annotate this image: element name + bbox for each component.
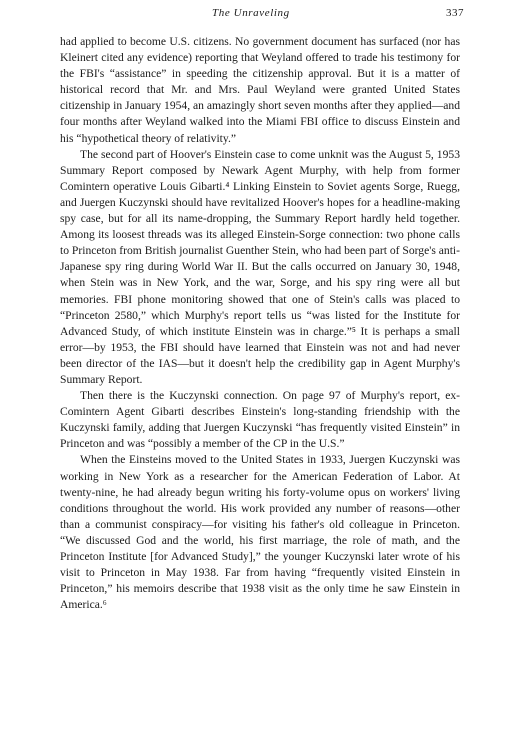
paragraph: had applied to become U.S. citizens. No government document has surfaced (nor has Kleinert cited any evidence) reporting that Weyland offered to trade his testimony for the FBI's “assistance” in speeding the citizenship approval. But it is a matter of historical record that Mr. and Mrs. Paul Weyland were granted United States citizenship in January 1954, an amazingly short seven months after they applied—and four months after Weyland walked into the Miami FBI office to discuss Einstein and his “hypothetical theory of relativity.” bbox=[60, 35, 460, 145]
page-number: 337 bbox=[446, 7, 464, 19]
paragraph: When the Einsteins moved to the United States in 1933, Juergen Kuczynski was working in New York as a researcher for the American Federation of Labor. At twenty-nine, he had already begun writing his forty-volume opus on workers' living conditions throughout the world. His work provided any number of reasons—other than a communist conspiracy—for visiting his father's old colleague in Princeton. “We discussed God and the world, his first marriage, the role of math, and the Princeton Institute [for Advanced Study],” the younger Kuczynski later wrote of his visit to Princeton in May 1938. Far from having “frequently visited Einstein in Princeton,” his memoirs describe that 1938 visit as the only time he saw Einstein in America.⁶ bbox=[60, 453, 460, 612]
paragraph: Then there is the Kuczynski connection. On page 97 of Murphy's report, ex-Comintern Agent Gibarti describes Einstein's long-standing friendship with the Kuczynski family, adding that Juergen Kuczynski “has frequently visited Einstein” in Princeton and was “possibly a member of the CP in the U.S.” bbox=[60, 389, 460, 451]
body-text bbox=[60, 34, 460, 613]
running-head: The Unraveling bbox=[212, 7, 290, 19]
paragraph: The second part of Hoover's Einstein case to come unknit was the August 5, 1953 Summary Report composed by Newark Agent Murphy, with help from former Comintern operative Louis Gibarti.⁴ Linking Einstein to Soviet agents Sorge, Ruegg, and Juergen Kuczynski should have revitalized Hoover's hopes for a headline-making spy case, but for all its name-dropping, the Summary Report hardly held together. Among its loosest threads was its alleged Einstein-Sorge connection: two phone calls to Princeton from British journalist Guenther Stein, who had been part of Sorge's anti-Japanese spy ring during World War II. But the calls occurred on January 30, 1948, when Stein was in New York, and the war, Sorge, and his spy ring were all but memories. FBI phone monitoring showed that one of Stein's calls was placed to “Princeton 2580,” which Murphy's report tells us “was listed for the Institute for Advanced Study, of which institute Einstein was in charge.”⁵ It is perhaps a small error—by 1953, the FBI should have learned that Einstein was not and had never been director of the IAS—but it doesn't help the credibility gap in Agent Murphy's Summary Report. bbox=[60, 147, 460, 386]
